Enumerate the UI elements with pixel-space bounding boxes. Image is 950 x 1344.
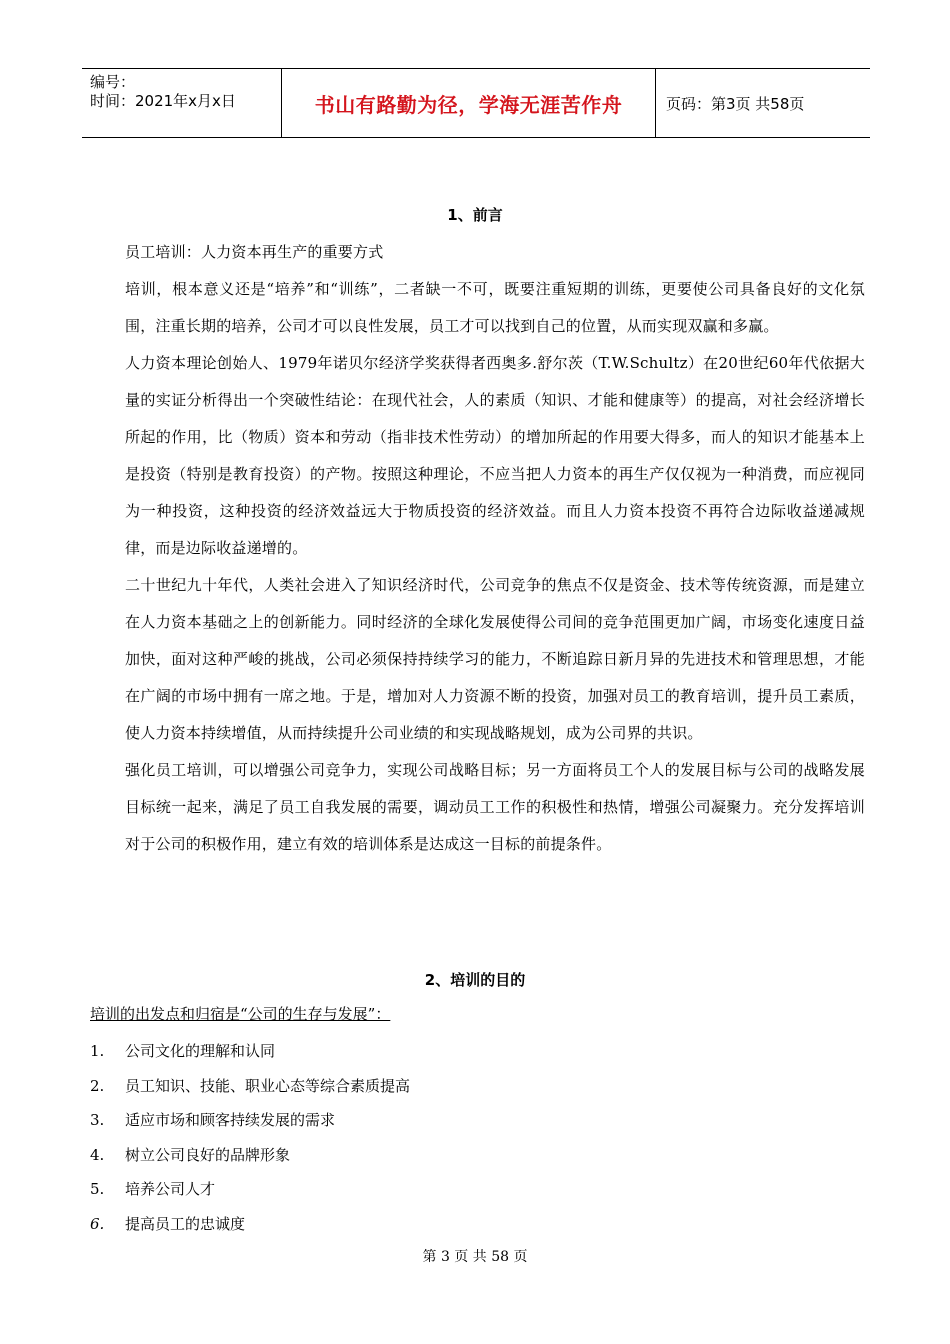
section-1-title: 1、前言 — [447, 206, 503, 224]
list-item-text: 员工知识、技能、职业心态等综合素质提高 — [125, 1076, 411, 1095]
document-header — [82, 68, 870, 138]
header-page-info: 页码：第3页 共58页 — [666, 94, 805, 113]
list-item-number: 6. — [90, 1214, 105, 1233]
paragraph-subtitle: 员工培训：人力资本再生产的重要方式 — [125, 243, 384, 261]
list-item-number: 5. — [90, 1180, 105, 1198]
header-meta — [82, 69, 282, 137]
page-footer: 第 3 页 共 58 页 — [422, 1249, 528, 1265]
paragraph: 培训，根本意义还是“培养”和“训练”，二者缺一不可，既要注重短期的训练，更要使公司具备良好的文化氛围，注重长期的培养，公司才可以良性发展，员工才可以找到自己的位置，从而实现双赢和多赢。 — [125, 280, 865, 335]
list-item-number: 2. — [90, 1076, 105, 1095]
document-number-label: 编号： — [90, 73, 136, 91]
list-item — [90, 1034, 410, 1069]
goal-intro: 培训的出发点和归宿是“公司的生存与发展”： — [90, 1005, 391, 1023]
list-item-text: 培养公司人才 — [125, 1180, 216, 1198]
list-item-text: 提高员工的忠诚度 — [125, 1214, 246, 1233]
goal-list — [90, 1034, 410, 1241]
document-time-label: 时间：2021年x月x日 — [90, 92, 236, 110]
list-item-text: 树立公司良好的品牌形象 — [125, 1145, 291, 1164]
list-item-text: 适应市场和顾客持续发展的需求 — [125, 1111, 336, 1129]
list-item — [90, 1138, 410, 1173]
list-item — [90, 1172, 410, 1207]
list-item-number: 4. — [90, 1145, 105, 1164]
list-item-number: 1. — [90, 1042, 105, 1060]
list-item — [90, 1069, 410, 1104]
section-1-body — [125, 234, 865, 863]
paragraph: 强化员工培训，可以增强公司竞争力，实现公司战略目标；另一方面将员工个人的发展目标与公司的战略发展目标统一起来，满足了员工自我发展的需要，调动员工工作的积极性和热情，增强公司凝聚力。充分发挥培训对于公司的积极作用，建立有效的培训体系是达成这一目标的前提条件。 — [125, 761, 865, 853]
list-item — [90, 1207, 410, 1242]
list-item-text: 公司文化的理解和认同 — [125, 1042, 276, 1060]
list-item-number: 3. — [90, 1111, 105, 1129]
paragraph: 二十世纪九十年代，人类社会进入了知识经济时代，公司竞争的焦点不仅是资金、技术等传统资源，而是建立在人力资本基础之上的创新能力。同时经济的全球化发展使得公司间的竞争范围更加广阔，市场变化速度日益加快，面对这种严峻的挑战，公司必须保持持续学习的能力，不断追踪日新月异的先进技术和管理思想，才能在广阔的市场中拥有一席之地。于是，增加对人力资源不断的投资，加强对员工的教育培训，提升员工素质，使人力资本持续增值，从而持续提升公司业绩的和实现战略规划，成为公司界的共识。 — [125, 576, 865, 742]
list-item — [90, 1103, 410, 1138]
paragraph: 人力资本理论创始人、1979年诺贝尔经济学奖获得者西奥多.舒尔茨（T.W.Schultz）在20世纪60年代依据大量的实证分析得出一个突破性结论：在现代社会，人的素质（知识、才能和健康等）的提高，对社会经济增长所起的作用，比（物质）资本和劳动（指非技术性劳动）的增加所起的作用要大得多，而人的知识才能基本上是投资（特别是教育投资）的产物。按照这种理论，不应当把人力资本的再生产仅仅视为一种消费，而应视同为一种投资，这种投资的经济效益远大于物质投资的经济效益。而且人力资本投资不再符合边际收益递减规律，而是边际收益递增的。 — [125, 354, 865, 557]
header-motto-cell — [282, 69, 656, 137]
section-2-title: 2、培训的目的 — [424, 971, 526, 989]
header-motto: 书山有路勤为径，学海无涯苦作舟 — [314, 92, 623, 117]
